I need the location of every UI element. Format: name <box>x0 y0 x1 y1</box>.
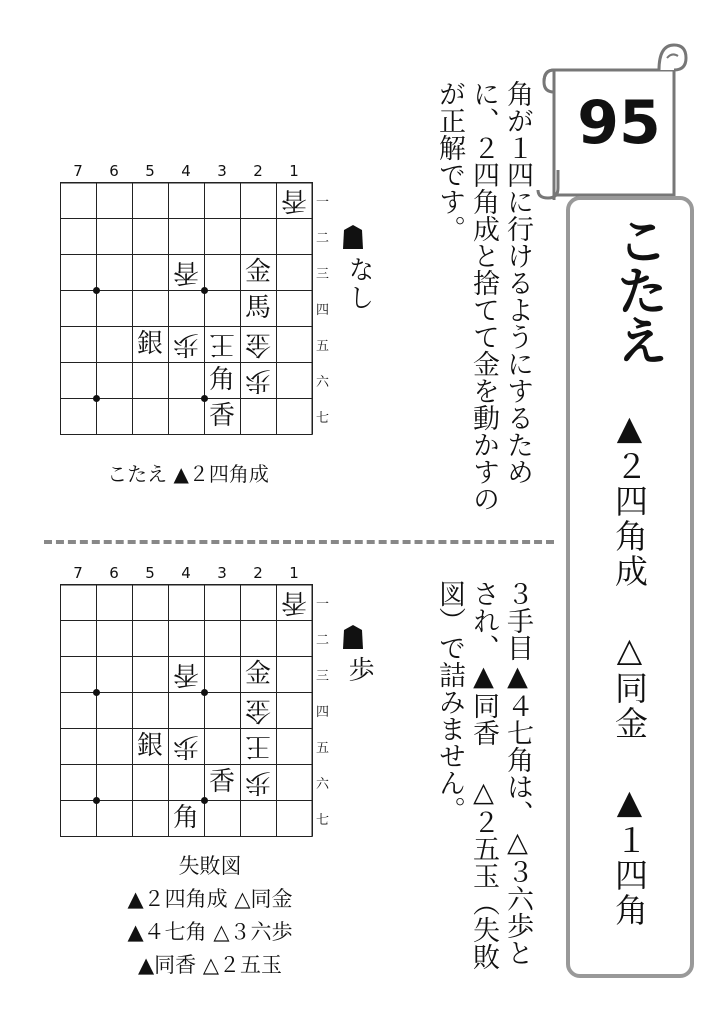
row-label: 三 <box>316 668 330 684</box>
column-label: 3 <box>217 162 227 180</box>
caption-line: 失敗図 <box>178 854 242 878</box>
top-explanation: 角が１四に行けるようにするために、２四角成と捨てて金を動かすのが正解です。 <box>434 80 533 512</box>
row-label: 七 <box>316 410 330 426</box>
shogi-piece: 金 <box>245 329 272 359</box>
column-label: 4 <box>181 564 191 582</box>
bottom-explanation: ３手目▲４七角は、△３六歩とされ、▲同香 △２五玉（失敗図）で詰みません。 <box>434 580 533 970</box>
row-label: 五 <box>316 740 330 756</box>
column-label: 1 <box>289 564 299 582</box>
row-label: 六 <box>316 374 330 390</box>
shogi-piece: 馬 <box>244 293 271 323</box>
shogi-piece: 香 <box>173 257 200 287</box>
shogi-piece: 王 <box>245 731 272 761</box>
column-label: 2 <box>253 564 263 582</box>
shogi-piece: 歩 <box>173 329 200 359</box>
column-labels <box>60 162 312 182</box>
problem-number: 95 <box>577 88 661 158</box>
column-label: 1 <box>289 162 299 180</box>
problem-number-scroll <box>534 40 694 200</box>
row-label: 一 <box>316 194 330 210</box>
top-board <box>60 162 350 442</box>
shogi-piece: 銀 <box>136 731 163 761</box>
row-label: 二 <box>316 632 330 648</box>
answer-box <box>566 196 694 978</box>
shogi-piece: 銀 <box>136 329 163 359</box>
row-label: 七 <box>316 812 330 828</box>
shogi-piece: 香 <box>208 767 235 797</box>
row-label: 五 <box>316 338 330 354</box>
row-label: 四 <box>316 302 330 318</box>
shogi-piece: 香 <box>208 401 235 431</box>
column-label: 7 <box>73 564 83 582</box>
column-label: 3 <box>217 564 227 582</box>
star-point <box>93 395 100 402</box>
board-grid <box>60 182 312 434</box>
top-hand-icon <box>342 224 364 254</box>
top-hand-label: なし <box>344 256 374 312</box>
column-label: 7 <box>73 162 83 180</box>
shogi-piece: 歩 <box>245 767 272 797</box>
caption-line: ▲２四角成 △同金 <box>127 887 293 911</box>
shogi-piece: 角 <box>172 803 199 833</box>
shogi-piece: 香 <box>281 587 308 617</box>
star-point <box>93 287 100 294</box>
shogi-piece: 金 <box>244 257 271 287</box>
answer-title: こたえ <box>607 214 667 364</box>
column-label: 6 <box>109 162 119 180</box>
star-point <box>93 797 100 804</box>
column-label: 4 <box>181 162 191 180</box>
shogi-piece: 歩 <box>173 731 200 761</box>
bottom-caption <box>60 850 360 982</box>
shogi-piece: 王 <box>209 329 236 359</box>
column-labels <box>60 564 312 584</box>
bottom-hand-label: 歩 <box>344 656 374 684</box>
shogi-piece: 香 <box>281 185 308 215</box>
shogi-piece: 金 <box>244 659 271 689</box>
row-label: 二 <box>316 230 330 246</box>
shogi-piece: 金 <box>245 695 272 725</box>
board-grid <box>60 584 312 836</box>
shogi-piece: 角 <box>208 365 235 395</box>
caption-line: ▲同香 △２五玉 <box>138 953 282 977</box>
column-label: 5 <box>145 162 155 180</box>
row-label: 三 <box>316 266 330 282</box>
shogi-piece: 歩 <box>245 365 272 395</box>
caption-line: ▲４七角 △３六歩 <box>127 920 293 944</box>
row-label: 四 <box>316 704 330 720</box>
section-divider <box>44 540 554 544</box>
column-label: 5 <box>145 564 155 582</box>
top-caption: こたえ ▲２四角成 <box>107 462 269 486</box>
answer-moves: ▲２四角成 △同金 ▲１四角 <box>610 408 649 928</box>
bottom-hand-icon <box>342 624 364 654</box>
star-point <box>93 689 100 696</box>
row-label: 六 <box>316 776 330 792</box>
column-label: 6 <box>109 564 119 582</box>
shogi-piece: 香 <box>173 659 200 689</box>
row-label: 一 <box>316 596 330 612</box>
column-label: 2 <box>253 162 263 180</box>
bottom-board <box>60 564 350 844</box>
